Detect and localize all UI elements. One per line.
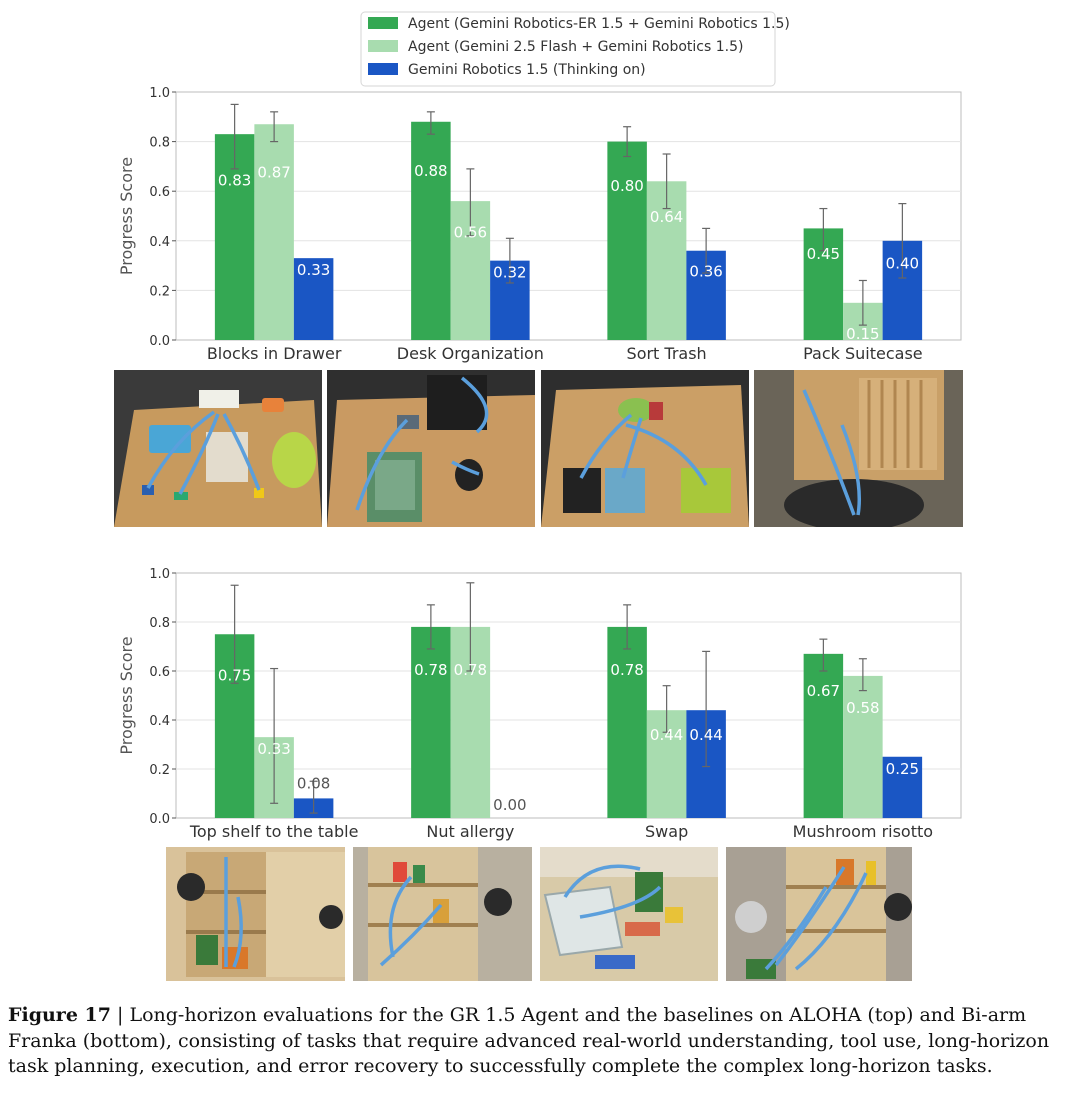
y-tick-label: 0.6 [149,185,170,201]
data-label: 0.75 [217,666,252,685]
bar [804,654,844,818]
x-tick-label: Nut allergy [426,822,515,841]
y-tick-label: 0.0 [149,812,170,827]
data-label: 0.44 [689,725,723,744]
y-axis-label: Progress Score [117,156,136,276]
photo-nut-allergy [353,847,532,981]
legend-swatch [368,40,398,52]
y-tick-label: 0.0 [149,334,170,349]
y-tick-label: 0.4 [149,234,170,250]
x-tick-label: Pack Suitecase [803,344,923,363]
legend-swatch [368,17,398,29]
data-label: 0.64 [649,208,684,227]
data-label: 0.67 [806,681,841,700]
x-tick-label: Sort Trash [626,344,707,363]
data-label: 0.58 [846,699,880,718]
data-label: 0.08 [296,774,331,793]
y-tick-label: 0.8 [149,616,170,631]
data-label: 0.45 [806,244,841,263]
y-tick-label: 0.4 [149,714,170,729]
photo-sort-trash [541,370,749,527]
chart-bottom [117,567,961,841]
data-label: 0.88 [414,161,448,180]
photo-desk-organization [327,370,535,527]
y-tick-label: 1.0 [149,86,170,101]
x-tick-label: Top shelf to the table [189,822,359,841]
bar [607,142,647,340]
y-tick-label: 1.0 [149,567,170,582]
x-tick-label: Mushroom risotto [792,822,934,841]
y-tick-label: 0.6 [149,665,170,680]
data-label: 0.00 [493,796,527,814]
photo-blocks-in-drawer [114,370,322,527]
data-label: 0.78 [453,660,488,679]
data-label: 0.44 [649,725,684,744]
data-label: 0.25 [885,759,920,778]
photo-pack-suitcase [754,370,963,527]
caption-label: Figure 17 [8,1004,111,1026]
y-tick-label: 0.2 [149,284,170,300]
y-axis-label: Progress Score [117,636,136,755]
data-label: 0.33 [257,740,291,759]
data-label: 0.83 [217,171,252,190]
data-label: 0.36 [689,262,723,281]
x-tick-label: Blocks in Drawer [206,344,342,363]
y-tick-label: 0.2 [149,763,170,778]
data-label: 0.78 [414,660,448,679]
bar [254,124,294,340]
bar [843,676,883,818]
data-label: 0.80 [610,177,644,196]
legend-label: Gemini Robotics 1.5 (Thinking on) [408,62,646,78]
data-label: 0.33 [296,261,331,280]
data-label: 0.32 [493,263,527,282]
photo-swap [540,847,718,981]
caption-text: | Long-horizon evaluations for the GR 1.5 Agent and the baselines on ALOHA (top) and Bi-arm Franka (bottom), consisting of tasks that require advanced real-world understanding, tool use, long-horizon task planning, execution, and error recovery to successfully complete the complex long-horizon tasks. [8,1004,1050,1077]
chart-top [117,86,961,363]
bar [411,122,451,340]
bar [607,627,647,818]
photo-top-shelf-to-table [166,847,345,981]
legend-label: Agent (Gemini 2.5 Flash + Gemini Robotics 1.5) [408,39,744,55]
photo-mushroom-risotto [726,847,912,981]
x-tick-label: Desk Organization [396,344,544,363]
y-tick-label: 0.8 [149,135,170,151]
data-label: 0.87 [257,163,291,182]
bar [411,627,451,818]
data-label: 0.15 [846,325,880,343]
figure-caption [8,1003,1072,1080]
data-label: 0.56 [453,223,488,242]
legend [361,12,790,86]
data-label: 0.40 [885,254,920,273]
legend-swatch [368,63,398,75]
legend-label: Agent (Gemini Robotics-ER 1.5 + Gemini Robotics 1.5) [408,16,790,32]
data-label: 0.78 [610,660,644,679]
x-tick-label: Swap [645,822,689,841]
